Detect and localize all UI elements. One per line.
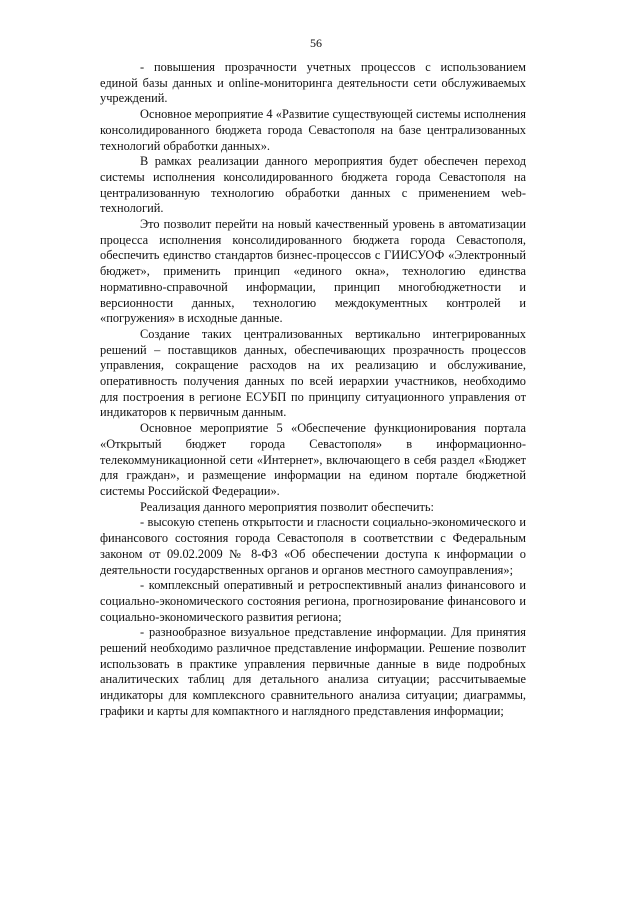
paragraph-vertical-solutions: Создание таких централизованных вертикально интегрированных решений – поставщиков данных, обеспечивающих прозрачность процессов управления, сокращение расходов на их реализацию и обслуживание, оперативность получения данных по всей иерархии участников, необходимо для построения в регионе ЕСУБП по принципу ситуационного управления от индикаторов к первичным данным.	[100, 326, 526, 420]
page-number: 56	[310, 36, 322, 50]
paragraph-openness: - высокую степень открытости и гласности социально-экономического и финансового состояния города Севастополя в соответствии с Федеральным законом от 09.02.2009 № 8-ФЗ «Об обеспечении доступа к информации о деятельности государственных органов и органов местного самоуправления»;	[100, 515, 526, 577]
paragraph-transition: В рамках реализации данного мероприятия будет обеспечен переход системы исполнения консолидированного бюджета города Севастополя на централизованную технологию обработки данных с применением web-технологий.	[100, 154, 526, 216]
paragraph-analysis: - комплексный оперативный и ретроспективный анализ финансового и социально-экономического состояния региона, прогнозирование финансового и социально-экономического развития региона;	[100, 578, 526, 624]
paragraph-measure-4: Основное мероприятие 4 «Развитие существующей системы исполнения консолидированного бюджета города Севастополя на базе централизованных технологий обработки данных».	[100, 107, 526, 153]
paragraph-implementation: Реализация данного мероприятия позволит обеспечить:	[140, 499, 434, 514]
document-body	[100, 60, 526, 720]
paragraph-quality-level: Это позволит перейти на новый качественный уровень в автоматизации процесса исполнения консолидированного бюджета города Севастополя, обеспечить единство стандартов бизнес-процессов с ГИИСУОФ «Электронный бюджет», применить принцип «единого окна», технологию единства нормативно-справочной информации, принцип многобюджетности и версионности данных, технологию междокументных контролей и «погружения» в исходные данные.	[100, 217, 526, 326]
paragraph-measure-5: Основное мероприятие 5 «Обеспечение функционирования портала «Открытый бюджет города Севастополя» в информационно-телекоммуникационной сети «Интернет», включающего в себя раздел «Бюджет для граждан», и размещение информации на едином портале бюджетной системы Российской Федерации».	[100, 421, 526, 498]
paragraph-transparency: - повышения прозрачности учетных процессов с использованием единой базы данных и online-мониторинга деятельности сети обслуживаемых учреждений.	[100, 60, 526, 106]
paragraph-visualization: - разнообразное визуальное представление информации. Для принятия решений необходимо различное представление информации. Решение позволит использовать в практике управления первичные данные в виде подробных аналитических таблиц для детального анализа ситуации; рассчитываемые индикаторы для комплексного сравнительного анализа ситуации; диаграммы, графики и карты для компактного и наглядного представления информации;	[100, 625, 526, 718]
